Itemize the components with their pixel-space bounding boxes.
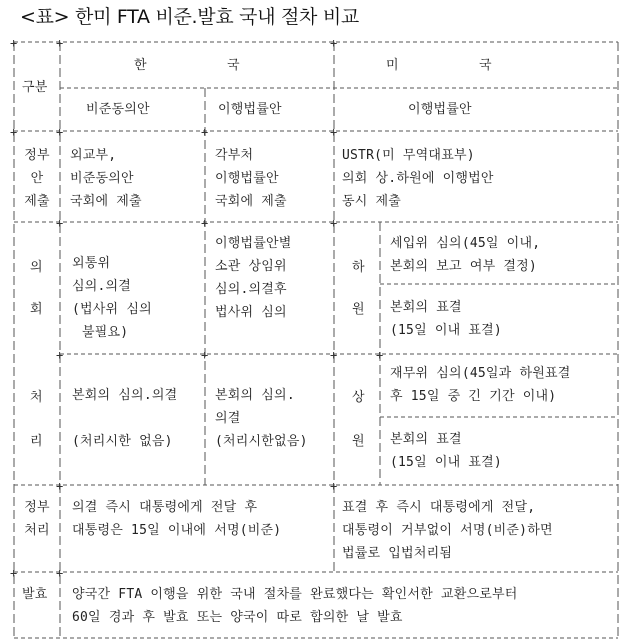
gov-us: 표결 후 즉시 대통령에게 전달, 대통령이 거부없이 서명(비준)하면 법률로 입법처리됨 bbox=[342, 500, 553, 561]
svg-text:+: + bbox=[330, 125, 338, 139]
senate-label-1: 상 bbox=[352, 390, 365, 405]
svg-text:+: + bbox=[56, 36, 64, 50]
submit-korea-impl: 각부처 이행법률안 국회에 제출 bbox=[215, 148, 287, 209]
row-label-process-2: 회 bbox=[30, 302, 43, 317]
svg-text:+: + bbox=[56, 125, 64, 139]
svg-text:+: + bbox=[330, 216, 338, 230]
process-korea-ratify-lower: 본회의 심의.의결 (처리시한 없음) bbox=[72, 388, 178, 449]
header-korea-impl: 이행법률안 bbox=[218, 102, 282, 117]
row-label-gov: 정부 처리 bbox=[24, 500, 50, 538]
svg-text:+: + bbox=[201, 216, 209, 230]
senate-label-2: 원 bbox=[352, 434, 365, 449]
row-label-process-1: 의 bbox=[30, 260, 43, 275]
gov-korea: 의결 즉시 대통령에게 전달 후 대통령은 15일 이내에 서명(비준) bbox=[72, 500, 282, 538]
svg-text:+: + bbox=[330, 348, 338, 362]
submit-korea-ratify: 외교부, 비준동의안 국회에 제출 bbox=[70, 148, 142, 209]
house-plenary: 본회의 표결 (15일 이내 표결) bbox=[390, 300, 502, 338]
row-label-process-3: 처 bbox=[30, 390, 43, 405]
svg-text:+: + bbox=[56, 216, 64, 230]
svg-text:+: + bbox=[56, 348, 64, 362]
table-title: <표> 한미 FTA 비준.발효 국내 절차 비교 bbox=[20, 6, 359, 28]
svg-text:+: + bbox=[201, 348, 209, 362]
process-korea-impl-lower: 본회의 심의. 의결 (처리시한없음) bbox=[215, 388, 308, 449]
house-label-1: 하 bbox=[352, 260, 365, 275]
senate-committee: 재무위 심의(45일과 하원표결 후 15일 중 긴 기간 이내) bbox=[390, 366, 571, 404]
svg-text:+: + bbox=[56, 479, 64, 493]
svg-text:+: + bbox=[376, 348, 384, 362]
header-korea-ratify: 비준동의안 bbox=[86, 102, 150, 117]
row-label-submit: 정부 안 제출 bbox=[24, 148, 50, 209]
process-korea-impl-upper: 이행법률안별 소관 상임위 심의.의결후 법사위 심의 bbox=[215, 236, 292, 320]
submit-us: USTR(미 무역대표부) 의회 상.하원에 이행법안 동시 제출 bbox=[342, 148, 494, 209]
house-label-2: 원 bbox=[352, 302, 365, 317]
process-korea-ratify-upper: 외통위 심의.의결 (법사위 심의 불필요) bbox=[72, 256, 152, 340]
house-committee: 세입위 심의(45일 이내, 본회의 보고 여부 결정) bbox=[390, 236, 541, 274]
effect-text: 양국간 FTA 이행을 위한 국내 절차를 완료했다는 확인서한 교환으로부터 60일 경과 후 발효 또는 양국이 따로 합의한 날 발효 bbox=[72, 587, 518, 625]
header-korea: 한 국 bbox=[134, 58, 240, 73]
senate-plenary: 본회의 표결 (15일 이내 표결) bbox=[390, 432, 502, 470]
header-group-label: 구분 bbox=[22, 80, 48, 95]
svg-text:+: + bbox=[56, 566, 64, 580]
header-us: 미 국 bbox=[386, 58, 492, 73]
svg-text:+: + bbox=[330, 479, 338, 493]
svg-text:+: + bbox=[10, 36, 18, 50]
svg-text:+: + bbox=[201, 125, 209, 139]
svg-text:+: + bbox=[330, 36, 338, 50]
svg-text:+: + bbox=[10, 125, 18, 139]
row-label-effect: 발효 bbox=[22, 587, 48, 602]
row-label-process-4: 리 bbox=[30, 434, 43, 449]
header-us-impl: 이행법률안 bbox=[408, 102, 472, 117]
svg-text:+: + bbox=[10, 566, 18, 580]
